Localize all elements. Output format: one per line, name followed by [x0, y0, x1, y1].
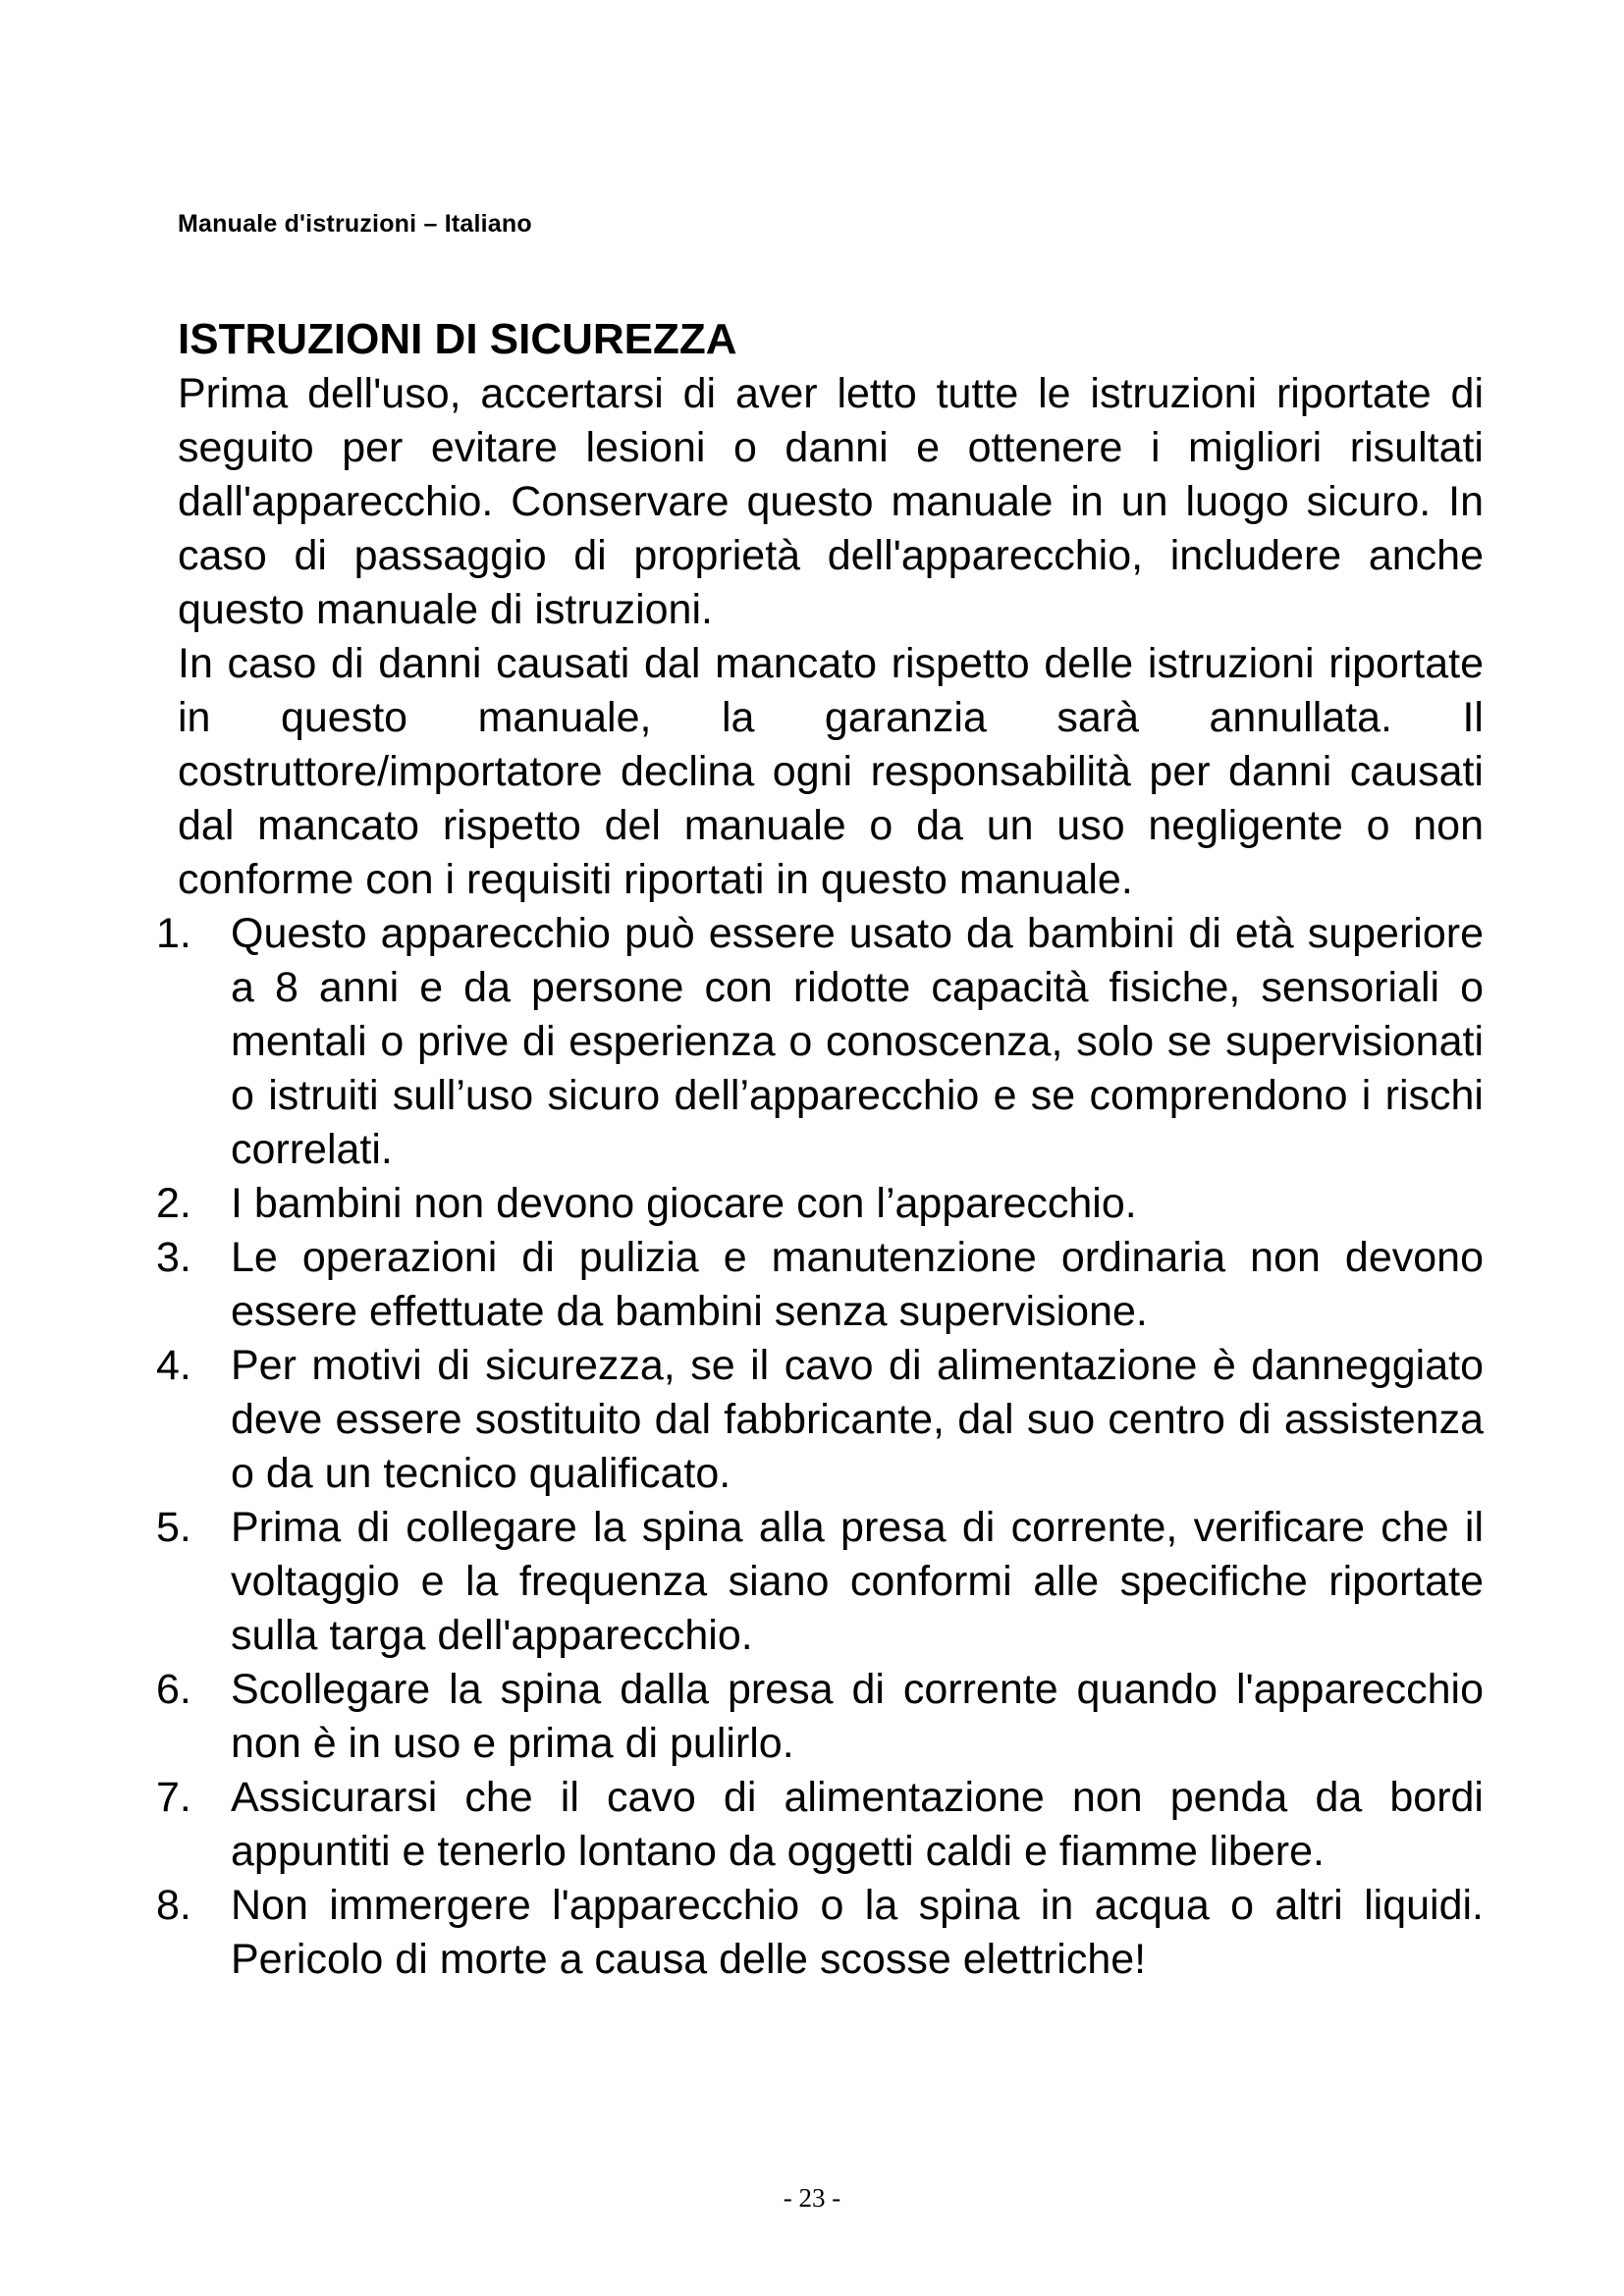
list-item-number: 4.	[156, 1342, 191, 1389]
list-item-number: 5.	[156, 1504, 191, 1551]
list-item-number: 1.	[156, 910, 191, 957]
page-number: - 23 -	[783, 2183, 841, 2213]
warranty-paragraph: In caso di danni causati dal mancato rispetto delle istruzioni riportate in questo manuale, la garanzia sarà annullata. Il costruttore/importatore declina ogni responsabilità per danni causati dal mancato rispetto del manuale o da un uso negligente o non conforme con i requisiti riportati in questo manuale.	[178, 640, 1484, 903]
list-item	[156, 1771, 1484, 1879]
safety-instructions-section	[156, 312, 1484, 1987]
safety-list	[156, 907, 1484, 1987]
list-item-text: Questo apparecchio può essere usato da bambini di età superiore a 8 anni e da persone con ridotte capacità fisiche, sensoriali o mentali o prive di esperienza o conoscenza, solo se supervisionati o istruiti sull’uso sicuro dell’apparecchio e se comprendono i rischi correlati.	[231, 910, 1484, 1173]
list-item	[156, 1879, 1484, 1987]
list-item-number: 7.	[156, 1774, 191, 1821]
list-item-text: Prima di collegare la spina alla presa di corrente, verificare che il voltaggio e la frequenza siano conformi alle specifiche riportate sulla targa dell'apparecchio.	[231, 1504, 1484, 1659]
list-item	[156, 1663, 1484, 1771]
intro-paragraph: Prima dell'uso, accertarsi di aver letto tutte le istruzioni riportate di seguito per evitare lesioni o danni e ottenere i migliori risultati dall'apparecchio. Conservare questo manuale in un luogo sicuro. In caso di passaggio di proprietà dell'apparecchio, includere anche questo manuale di istruzioni.	[178, 370, 1484, 633]
list-item	[156, 1177, 1484, 1231]
list-item	[156, 907, 1484, 1177]
list-item-text: Le operazioni di pulizia e manutenzione ordinaria non devono essere effettuate da bambini senza supervisione.	[231, 1234, 1484, 1335]
list-item-text: Non immergere l'apparecchio o la spina in acqua o altri liquidi. Pericolo di morte a causa delle scosse elettriche!	[231, 1882, 1484, 1983]
list-item-text: Scollegare la spina dalla presa di corrente quando l'apparecchio non è in uso e prima di pulirlo.	[231, 1666, 1484, 1767]
list-item	[156, 1339, 1484, 1501]
list-item-number: 2.	[156, 1180, 191, 1227]
list-item-number: 3.	[156, 1234, 191, 1281]
list-item-text: Per motivi di sicurezza, se il cavo di alimentazione è danneggiato deve essere sostituito dal fabbricante, dal suo centro di assistenza o da un tecnico qualificato.	[231, 1342, 1484, 1497]
list-item	[156, 1231, 1484, 1339]
section-title: ISTRUZIONI DI SICUREZZA	[178, 315, 737, 363]
list-item-number: 8.	[156, 1882, 191, 1929]
list-item-text: I bambini non devono giocare con l’apparecchio.	[231, 1180, 1137, 1227]
running-header: Manuale d'istruzioni – Italiano	[178, 210, 532, 238]
list-item	[156, 1501, 1484, 1663]
list-item-text: Assicurarsi che il cavo di alimentazione non penda da bordi appuntiti e tenerlo lontano da oggetti caldi e fiamme libere.	[231, 1774, 1484, 1875]
list-item-number: 6.	[156, 1666, 191, 1713]
